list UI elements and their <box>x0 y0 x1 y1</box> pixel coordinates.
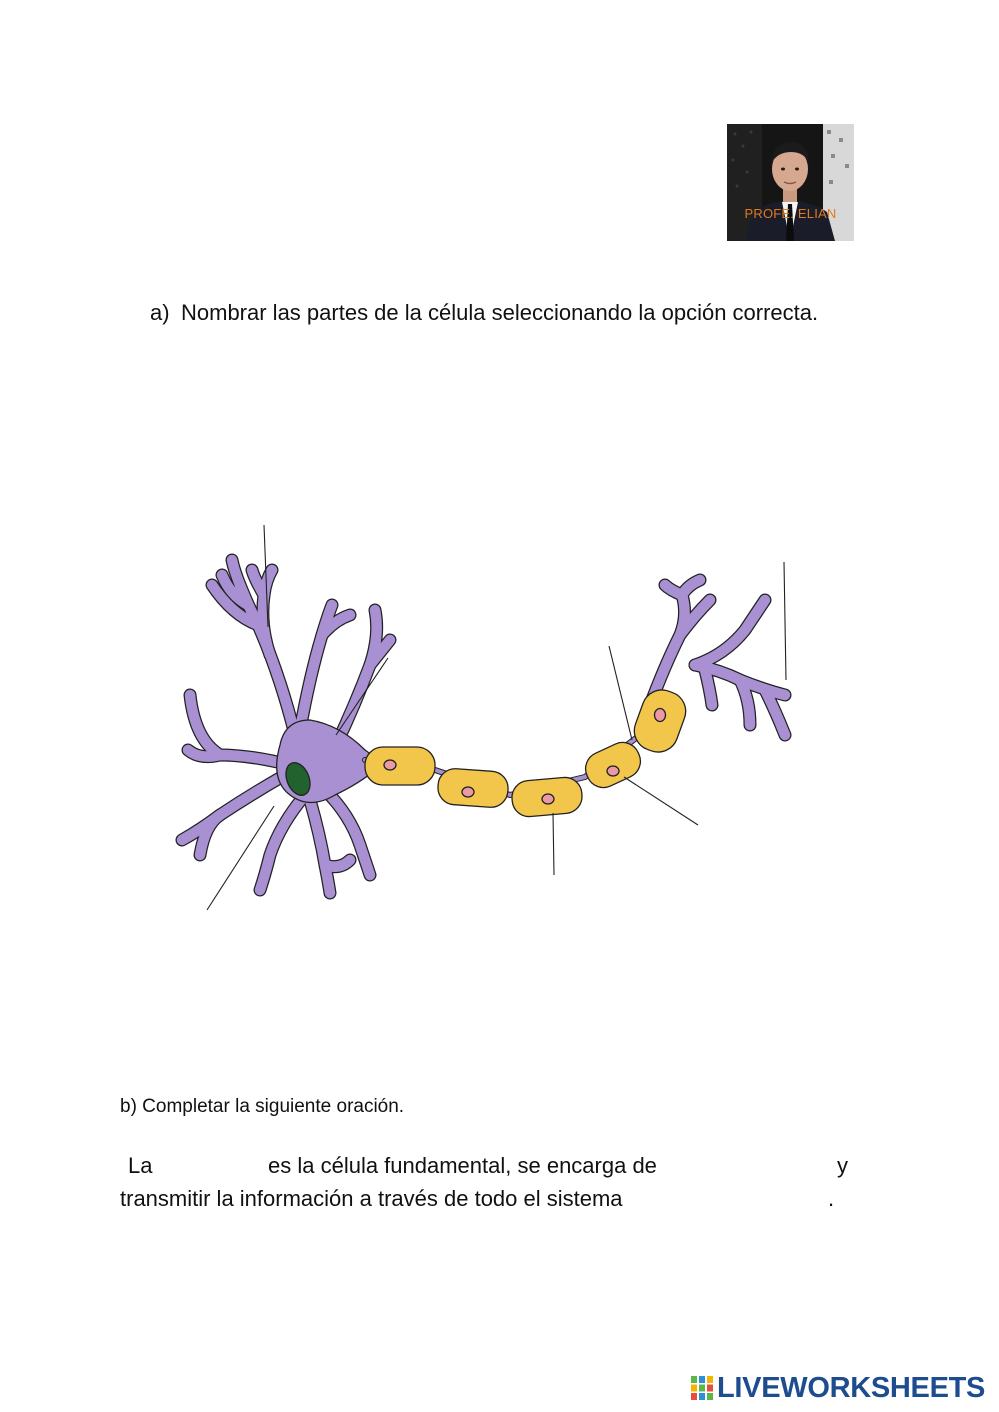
question-a-text: Nombrar las partes de la célula seleccionando la opción correcta. <box>181 300 819 325</box>
teacher-photo-icon <box>727 124 854 241</box>
liveworksheets-wordmark: LIVEWORKSHEETS <box>717 1371 986 1404</box>
liveworksheets-brand <box>691 1371 985 1405</box>
liveworksheets-logo-icon <box>691 1376 713 1400</box>
blank-answer-2[interactable] <box>716 1152 832 1178</box>
blank-answer-1[interactable] <box>160 1152 260 1178</box>
question-b-title: b) Completar la siguiente oración. <box>120 1096 405 1117</box>
sentence-part-3: y <box>837 1153 848 1178</box>
photo-caption: PROFE. ELIAN <box>744 206 837 221</box>
neuron-diagram <box>160 515 810 925</box>
question-a <box>150 296 830 330</box>
neuron-illustration-icon <box>160 515 810 925</box>
sentence-part-4: transmitir la información a través de todo el sistema <box>120 1186 623 1211</box>
sentence-part-1: La <box>128 1153 153 1178</box>
sentence-part-2: es la célula fundamental, se encarga de <box>268 1153 657 1178</box>
teacher-photo <box>727 124 854 241</box>
question-a-marker: a) <box>150 300 170 325</box>
blank-answer-3[interactable] <box>702 1185 824 1211</box>
sentence-part-5: . <box>828 1186 835 1211</box>
